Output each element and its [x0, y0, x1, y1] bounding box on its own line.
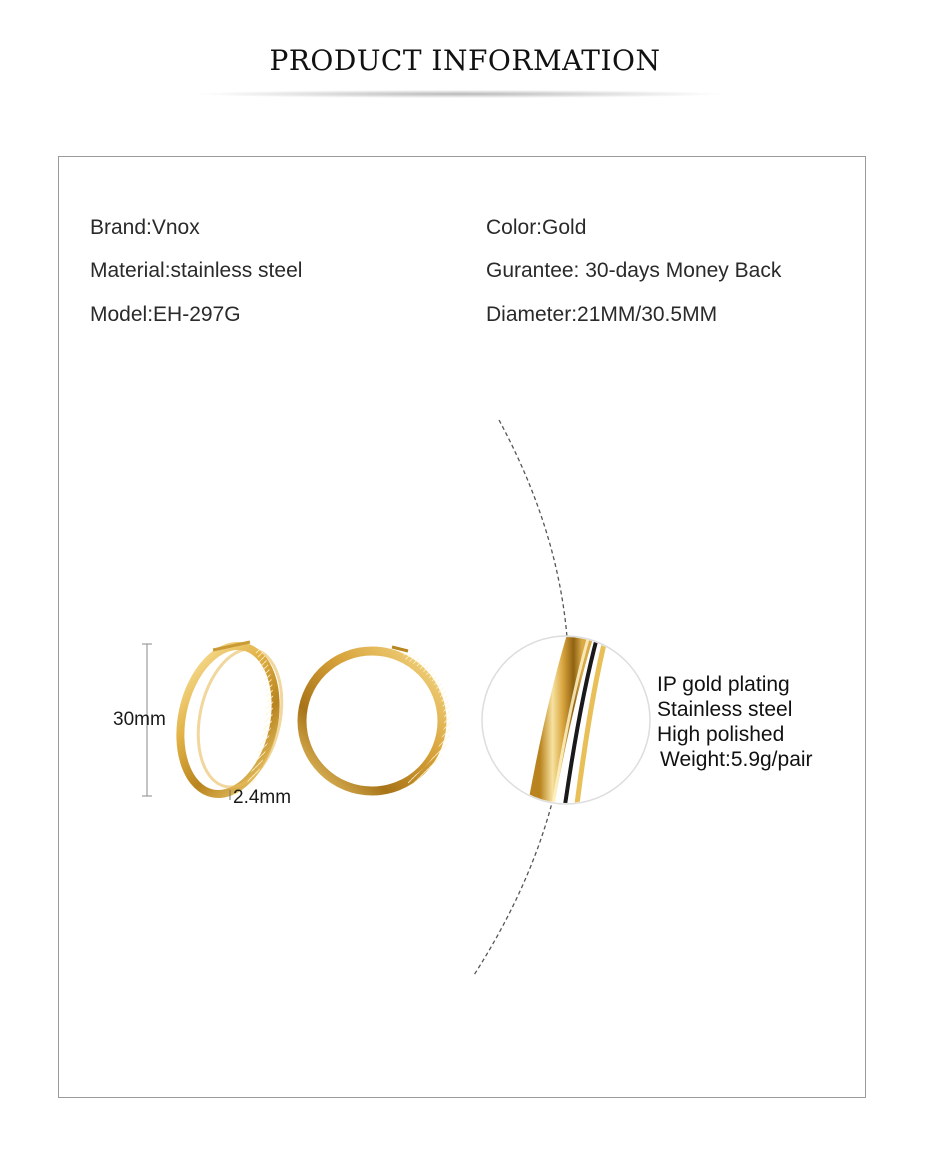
right-hoop-earring: [302, 647, 448, 791]
page-title: PRODUCT INFORMATION: [269, 44, 661, 77]
feature-item: Stainless steel: [657, 698, 793, 721]
magnified-detail-circle: [482, 630, 650, 812]
feature-item: IP gold plating: [657, 673, 790, 696]
spec-color: Color:Gold: [486, 216, 587, 239]
spec-diameter: Diameter:21MM/30.5MM: [486, 303, 718, 326]
left-hoop-earring: [167, 637, 293, 803]
thickness-dimension-label: 2.4mm: [233, 787, 292, 808]
feature-item: High polished: [657, 723, 785, 746]
feature-item: Weight:5.9g/pair: [660, 748, 813, 771]
spec-model: Model:EH-297G: [90, 303, 241, 326]
feature-list: [657, 672, 813, 772]
height-dimension-label: 30mm: [113, 709, 166, 730]
spec-material: Material:stainless steel: [90, 259, 303, 282]
spec-guarantee: Gurantee: 30-days Money Back: [486, 259, 782, 282]
spec-brand: Brand:Vnox: [90, 216, 200, 239]
